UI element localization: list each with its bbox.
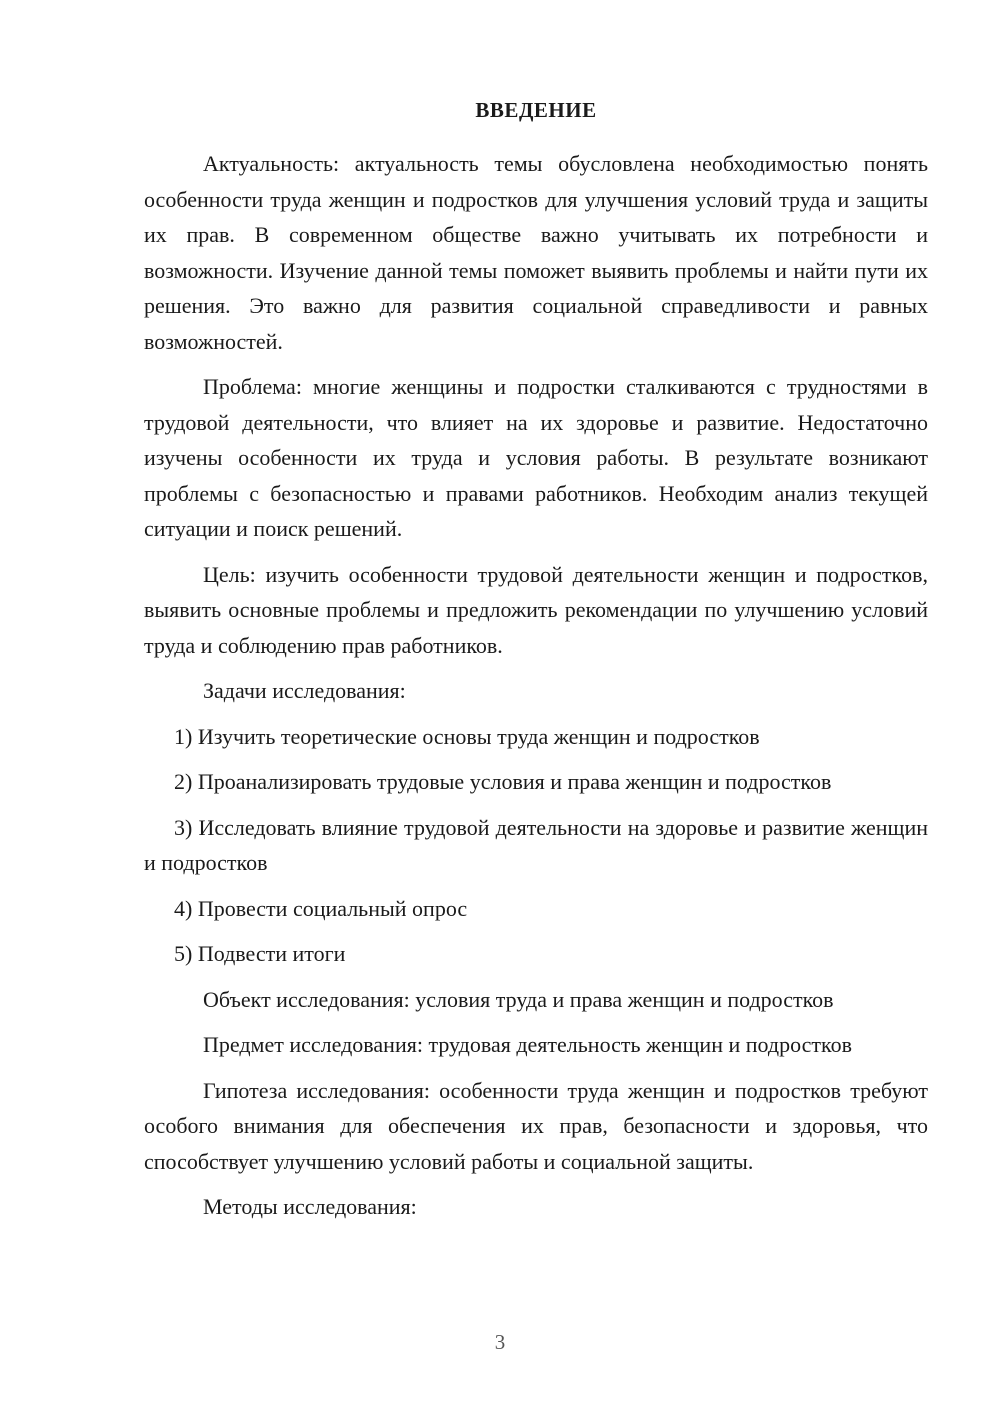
subject-paragraph: Предмет исследования: трудовая деятельность женщин и подростков xyxy=(203,1032,852,1057)
task-item: 5) Подвести итоги xyxy=(174,941,346,966)
document-page xyxy=(144,92,928,1235)
problem-paragraph: Проблема: многие женщины и подростки сталкиваются с трудностями в трудовой деятельности, что влияет на их здоровье и развитие. Недостаточно изучены особенности их труда и условия работы. В результате возникают проблемы с безопасностью и правами работников. Необходим анализ текущей ситуации и поиск решений. xyxy=(144,374,928,541)
task-item: 3) Исследовать влияние трудовой деятельности на здоровье и развитие женщин и подростков xyxy=(144,814,928,875)
methods-title: Методы исследования: xyxy=(203,1194,417,1219)
relevance-paragraph: Актуальность: актуальность темы обусловлена необходимостью понять особенности труда женщин и подростков для улучшения условий труда и защиты их прав. В современном обществе важно учитывать их потребности и возможности. Изучение данной темы поможет выявить проблемы и найти пути их решения. Это важно для развития социальной справедливости и равных возможностей. xyxy=(144,151,928,354)
task-item: 1) Изучить теоретические основы труда женщин и подростков xyxy=(174,723,760,749)
tasks-title: Задачи исследования: xyxy=(203,678,406,703)
object-paragraph: Объект исследования: условия труда и права женщин и подростков xyxy=(203,986,834,1012)
task-item: 4) Провести социальный опрос xyxy=(174,895,468,921)
page-number: 3 xyxy=(494,1330,506,1354)
goal-paragraph: Цель: изучить особенности трудовой деятельности женщин и подростков, выявить основные проблемы и предложить рекомендации по улучшению условий труда и соблюдению прав работников. xyxy=(144,561,928,658)
task-item: 2) Проанализировать трудовые условия и права женщин и подростков xyxy=(174,769,832,794)
hypothesis-paragraph: Гипотеза исследования: особенности труда женщин и подростков требуют особого внимания для обеспечения их прав, безопасности и здоровья, что способствует улучшению условий работы и социальной защиты. xyxy=(144,1077,928,1174)
page-title: ВВЕДЕНИЕ xyxy=(475,98,597,122)
